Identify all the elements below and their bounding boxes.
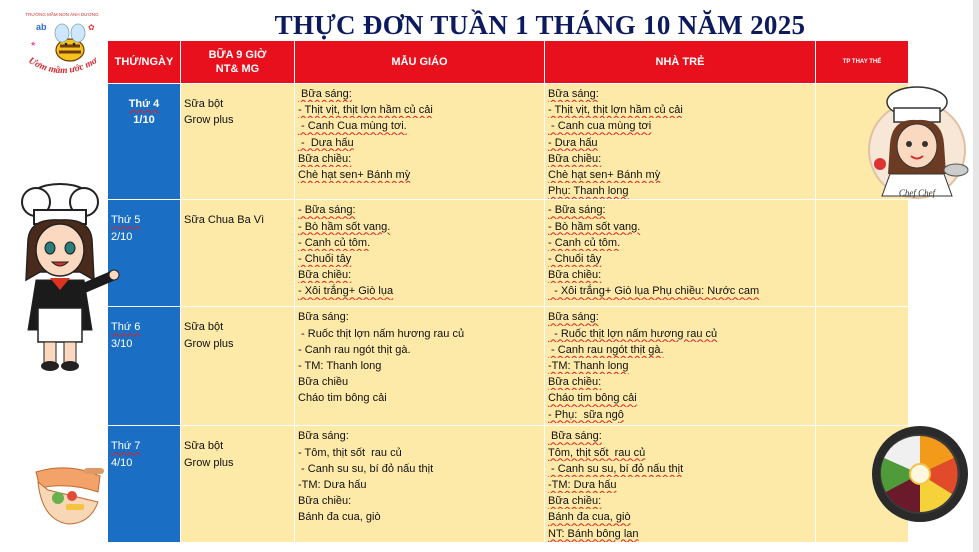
snack-line: Grow plus [184,114,234,127]
menu-line: - Canh rau ngót thịt gà. [298,343,411,356]
menu-line-wrap [548,135,812,151]
menu-line: - Ruốc thịt lợn nấm hương rau củ [548,327,718,340]
menu-line: - Dưa hấu [298,136,354,149]
snack-cell [181,426,295,542]
snack-line: Grow plus [184,456,234,469]
day-date: 4/10 [111,456,133,469]
nursery-menu-cell [545,426,816,542]
menu-line-wrap [298,135,541,151]
menu-line-wrap [298,342,541,358]
menu-line-wrap [548,326,812,342]
menu-line-wrap [548,183,812,199]
menu-line: - Canh su su, bí đỏ nấu thịt [298,462,434,475]
menu-line-wrap [298,235,541,251]
day-date: 1/10 [133,114,155,127]
menu-line-wrap [298,219,541,235]
kindergarten-menu-cell [295,307,545,426]
menu-line-wrap [298,493,541,509]
menu-line-wrap [548,461,812,477]
menu-row [108,200,909,307]
school-logo [22,6,108,88]
menu-line-wrap [548,374,812,390]
menu-line: Bữa sáng: [548,430,602,443]
menu-line: - Thịt vịt, thịt lợn hầm củ cải [548,104,683,117]
menu-line: Cháo tim bông cải [298,392,387,405]
menu-line-wrap [548,526,812,542]
kindergarten-menu-cell [295,84,545,200]
menu-line: - Canh Cua mùng tơi. [298,120,407,133]
menu-line-wrap [298,151,541,167]
menu-line: - Thịt vịt, thịt lợn hầm củ cải [298,104,433,117]
menu-line: Phụ: Thanh long [548,185,629,198]
menu-line: - Phụ: sữa ngô [548,408,624,421]
menu-line-wrap [548,390,812,406]
menu-line: - Bò hầm sốt vang. [298,220,391,233]
menu-line-wrap [548,167,812,183]
menu-line: Bữa sáng: [548,311,599,324]
menu-line-wrap [298,202,541,218]
menu-line-wrap [298,251,541,267]
snack-line: Sữa bột [184,321,224,334]
menu-line: -TM: Dưa hấu [298,479,367,492]
kindergarten-menu-cell [295,200,545,307]
menu-table [107,40,909,543]
menu-line-wrap [548,219,812,235]
substitute-cell [816,200,909,307]
menu-line: Bữa sáng: [548,88,599,100]
day-date: 3/10 [111,337,133,350]
menu-line: Bữa chiều: [548,269,602,282]
nursery-menu-cell [545,200,816,307]
menu-line: - Chuối tây [298,253,352,266]
menu-line: - Bò hầm sốt vang. [548,220,641,233]
menu-line: Chè hạt sen+ Bánh mỳ [548,169,661,182]
menu-line: - Chuối tây [548,253,602,266]
menu-line-wrap [298,428,541,444]
menu-line: NT: Bánh bông lan [548,527,639,540]
menu-line: - Xôi trắng+ Giò lụa Phụ chiều: Nước cam [548,285,760,298]
menu-line-wrap [298,390,541,406]
menu-line-wrap [548,235,812,251]
menu-row [108,307,909,426]
menu-line: Bữa sáng: [298,88,352,100]
snack-line: Sữa bột [184,98,224,110]
menu-line-wrap [548,428,812,444]
food-bowl-illustration [870,424,970,524]
chef-badge-illustration [860,84,974,204]
menu-line: - Dưa hấu [548,136,598,149]
menu-line: Bánh đa cua, giò [548,511,631,524]
menu-line: - Tôm, thịt sốt rau củ [298,446,402,459]
menu-line: - Bữa sáng: [298,204,356,217]
menu-line: - Canh rau ngót thịt gà. [548,343,664,356]
menu-line-wrap [298,461,541,477]
day-date: 2/10 [111,230,133,243]
chef-badge-label: Chef Chef [898,188,936,198]
menu-line-wrap [548,118,812,134]
menu-line: Bữa chiều: [298,152,352,165]
day-name: Thứ 4 [128,98,160,110]
menu-row [108,84,909,200]
kindergarten-menu-cell [295,426,545,542]
menu-line: Cháo tim bông cải [548,392,637,405]
menu-line: Bữa chiều: [548,376,602,389]
header-snack-label: BỮA 9 GIỜ NT& MG [208,49,267,75]
substitute-cell [816,307,909,426]
menu-row [108,426,909,542]
menu-line: Bữa sáng: [298,311,349,324]
food-tray-illustration [28,462,108,528]
menu-line-wrap [298,509,541,525]
menu-line-wrap [548,251,812,267]
chef-girl-illustration [10,180,120,372]
menu-line-wrap [548,342,812,358]
snack-line: Sữa Chua Ba Vì [184,214,265,227]
menu-line-wrap [548,283,812,299]
menu-line-wrap [298,167,541,183]
logo-slogan: Ươm mầm ước mơ [26,56,100,77]
menu-line-wrap [548,477,812,493]
menu-line: - TM: Thanh long [298,360,382,373]
snack-cell [181,84,295,200]
svg-text:ab: ab [36,22,47,32]
snack-cell [181,200,295,307]
menu-line-wrap [548,309,812,325]
menu-line-wrap [548,86,812,102]
menu-line-wrap [548,202,812,218]
menu-line-wrap [298,283,541,299]
svg-text:★: ★ [30,41,37,48]
menu-line: - Canh cua mùng tơi [548,120,652,133]
menu-line-wrap [298,86,541,102]
menu-line: Bữa chiều: [548,495,602,508]
menu-line: - Canh củ tôm. [298,236,371,249]
header-kindergarten: MẪU GIÁO [295,41,545,84]
slide-edge [973,0,979,552]
menu-line-wrap [548,102,812,118]
menu-line-wrap [298,477,541,493]
day-name: Thứ 5 [111,214,141,227]
menu-line-wrap [548,509,812,525]
menu-line-wrap [548,151,812,167]
day-name: Thứ 6 [111,321,141,334]
day-cell [108,426,181,542]
menu-line-wrap [548,445,812,461]
header-substitute: TP THAY THẾ [816,41,909,84]
menu-line: - Xôi trắng+ Giò lụa [298,285,394,298]
menu-line-wrap [298,326,541,342]
menu-line-wrap [298,445,541,461]
menu-line: -TM: Thanh long [548,360,629,373]
day-name: Thứ 7 [111,440,141,453]
menu-line: Bữa chiều [298,376,349,389]
menu-line: -TM: Dưa hấu [548,479,617,492]
snack-line: Sữa bột [184,440,224,453]
header-nursery: NHÀ TRẺ [545,41,816,84]
snack-cell [181,307,295,426]
menu-line-wrap [298,118,541,134]
menu-line: Chè hạt sen+ Bánh mỳ [298,169,411,182]
menu-line: - Canh củ tôm. [548,236,621,249]
menu-line-wrap [298,102,541,118]
menu-line: - Bữa sáng: [548,204,606,217]
menu-line-wrap [548,493,812,509]
menu-line: Tôm, thịt sốt rau củ [548,446,646,459]
menu-line: Bữa chiều: [298,269,352,282]
menu-line: Bánh đa cua, giò [298,511,381,524]
menu-line: - Canh su su, bí đỏ nấu thịt [548,462,684,475]
menu-line: Bữa chiều: [548,152,602,165]
menu-line: - Ruốc thịt lợn nấm hương rau củ [298,327,465,340]
menu-line: Bữa sáng: [298,430,349,443]
page-title: THỰC ĐƠN TUẦN 1 THÁNG 10 NĂM 2025 [274,10,806,40]
menu-line-wrap [548,358,812,374]
menu-line-wrap [548,407,812,423]
menu-line-wrap [298,374,541,390]
svg-text:✿: ✿ [88,23,95,32]
menu-line-wrap [298,309,541,325]
logo-school-name: TRƯỜNG MẦM NON ÁNH DƯƠNG [25,12,99,17]
menu-line-wrap [548,267,812,283]
header-row [108,41,909,84]
header-day: THỨ/NGÀY [108,41,181,84]
menu-line-wrap [298,358,541,374]
menu-line-wrap [298,267,541,283]
menu-line: Bữa chiều: [298,495,352,508]
nursery-menu-cell [545,307,816,426]
snack-line: Grow plus [184,337,234,350]
nursery-menu-cell [545,84,816,200]
header-snack [181,41,295,84]
